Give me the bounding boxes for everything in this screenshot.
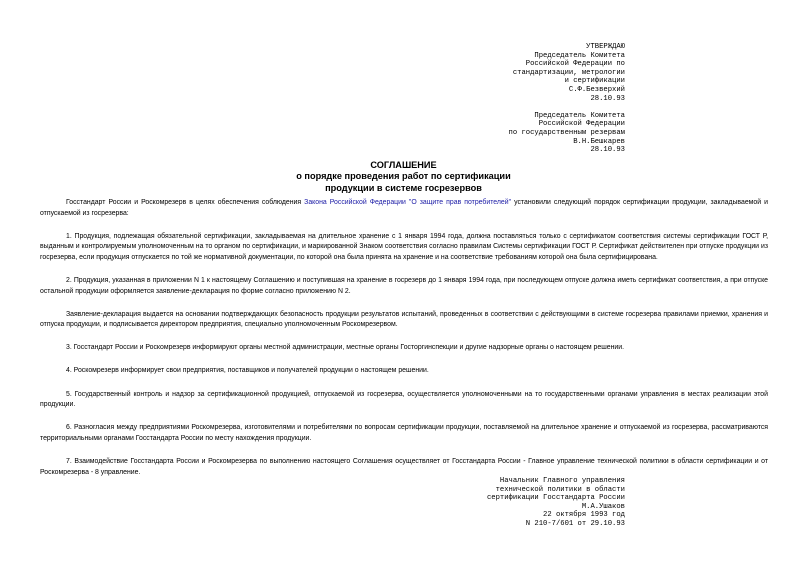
approval-block: [509, 43, 625, 155]
paragraph-7: 7. Взаимодействие Госстандарта России и Роскомрезерва по выполнению настоящего Соглашения осуществляет от Госстандарта России - Главное управление технической политики в области сертификации и от Роскомрезерва - 8 управление.: [40, 457, 768, 476]
signature-line: сертификации Госстандарта России: [486, 494, 625, 503]
signature-date: 22 октября 1993 год: [543, 511, 625, 520]
paragraph-declaration: Заявление-декларация выдается на основании подтверждающих безопасность продукции результатов испытаний, проведенных в соответствии с действующими в системе госрезерва правилами приемки, хранения и отпуска продукции, и подписывается директором предприятия, специально уполномоченным Роскомрезервом.: [40, 310, 768, 329]
paragraph-5: 5. Государственный контроль и надзор за сертификационной продукцией, отпускаемой из госрезерва, осуществляется уполномоченными на то государственными органами управления в местах реализации этой продукции.: [40, 390, 768, 409]
approval-date: 28.10.93: [590, 94, 625, 103]
document-title: [0, 160, 807, 194]
paragraph-intro: [40, 198, 768, 219]
signature-line: технической политики в области: [495, 485, 625, 494]
title-line: о порядке проведения работ по сертификации: [296, 171, 511, 182]
approval-heading: УТВЕРЖДАЮ: [586, 43, 625, 51]
approval-signer-name: В.Н.Бешкарев: [573, 137, 625, 146]
approval-date: 28.10.93: [590, 146, 625, 155]
approval-line: Российской Федерации: [538, 120, 625, 129]
approval-spacer: [509, 103, 625, 112]
approval-line: стандартизации, метрологии: [512, 68, 625, 77]
approval-signer-name: С.Ф.Безверхий: [568, 85, 625, 94]
law-link[interactable]: Закона Российской Федерации "О защите прав потребителей": [304, 199, 512, 206]
approval-line: и сертификации: [564, 77, 625, 86]
signature-name: М.А.Ушаков: [581, 502, 625, 511]
intro-text: Госстандарт России и Роскомрезерв в целях обеспечения соблюдения: [66, 199, 305, 206]
paragraph-4: 4. Роскомрезерв информирует свои предприятия, поставщиков и получателей продукции о настоящем решении.: [66, 367, 429, 375]
document-number: N 210-7/601 от 29.10.93: [525, 519, 625, 528]
paragraph-3: 3. Госстандарт России и Роскомрезерв информируют органы местной администрации, местные органы Госторгинспекции и другие надзорные органы о настоящем решении.: [66, 344, 624, 352]
intro-text-end: установили следующий порядок сертификации продукции, закладываемой и отпускаемой из госрезерва:: [40, 199, 768, 217]
document-body: [40, 198, 768, 491]
approval-line: по государственным резервам: [508, 128, 625, 137]
signature-line: Начальник Главного управления: [499, 477, 625, 485]
signature-block: [487, 477, 625, 529]
paragraph-1: 1. Продукция, подлежащая обязательной сертификации, закладываемая на длительное хранение с 1 января 1994 года, должна поставляться только с сертификатом соответствия системы сертификации ГОСТ Р, выданным и контролируемым уполномоченным на то органом по сертификации, и маркированной Знаком соответствия согласно правилам Системы сертификации ГОСТ Р. Сертификат действителен при отпуске продукции из госрезерва, если продукция отпускается по той же нормативной документации, по которой она была принята на хранение и на соответствие требованиям которой она была сертифицирована.: [40, 232, 768, 261]
approval-line: Председатель Комитета: [534, 111, 625, 120]
approval-line: Председатель Комитета: [534, 51, 625, 60]
paragraph-6: 6. Разногласия между предприятиями Роскомрезерва, изготовителями и потребителями по вопросам сертификации продукции, поставляемой на длительное хранение и отпускаемой из госрезерва, рассматриваются территориальными органами Госстандарта России по месту нахождения продукции.: [40, 424, 768, 442]
paragraph-2: 2. Продукция, указанная в приложении N 1 к настоящему Соглашению и поступившая на хранение в госрезерв до 1 января 1994 года, при последующем отпуске должна иметь сертификат соответствия, а при отпуске остальной продукции оформляется заявление-декларация по форме согласно приложению N 2.: [40, 276, 768, 295]
approval-line: Российской Федерации по: [525, 60, 625, 69]
title-line: СОГЛАШЕНИЕ: [370, 160, 437, 170]
title-line: продукции в системе госрезервов: [325, 182, 482, 193]
